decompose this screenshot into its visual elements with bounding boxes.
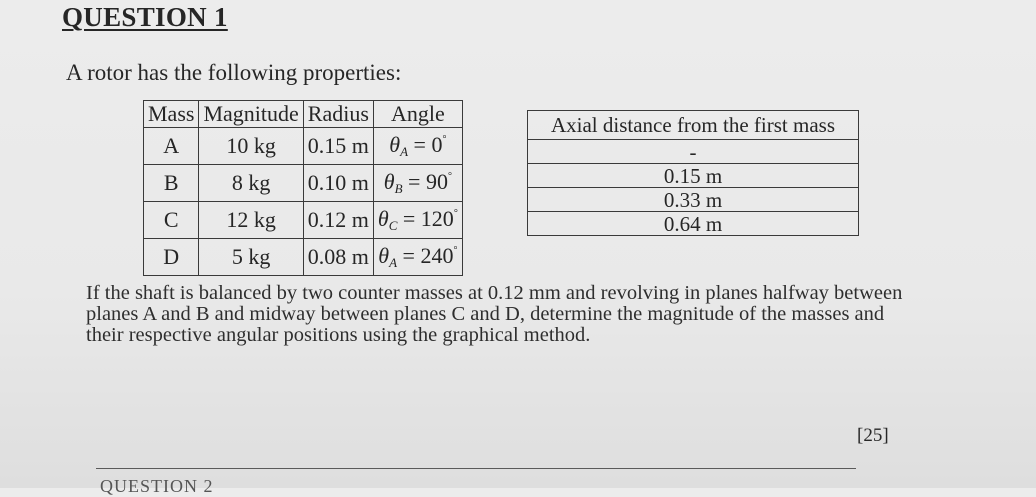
header-angle: Angle — [373, 101, 462, 128]
header-mass: Mass — [144, 101, 199, 128]
rotor-properties-table — [143, 100, 463, 276]
table-row — [528, 188, 859, 212]
next-question-heading: QUESTION 2 — [100, 476, 214, 496]
cell-mass: A — [144, 128, 199, 165]
cell-axial: - — [528, 140, 859, 164]
cell-mass: D — [144, 239, 199, 276]
intro-text: A rotor has the following properties: — [66, 60, 402, 85]
table-row — [528, 140, 859, 164]
table-row — [144, 128, 463, 165]
divider-line — [96, 468, 856, 469]
cell-axial: 0.33 m — [528, 188, 859, 212]
cell-angle: $\theta_C = 120^\circ$ — [373, 202, 462, 239]
table-row — [528, 164, 859, 188]
cell-angle: $\theta_A = 0^\circ$ — [373, 128, 462, 165]
problem-statement: If the shaft is balanced by two counter masses at 0.12 mm and revolving in planes halfway between planes A and B and midway between planes C and D, determine the magnitude of the masses and their respective angular positions using the graphical method. — [86, 282, 903, 346]
cell-magnitude: 5 kg — [199, 239, 303, 276]
table-row — [144, 239, 463, 276]
marks-label: [25] — [857, 425, 889, 446]
header-radius: Radius — [303, 101, 373, 128]
cell-mass: B — [144, 165, 199, 202]
cell-angle: $\theta_B = 90^\circ$ — [373, 165, 462, 202]
question-heading: QUESTION 1 — [62, 2, 228, 32]
cell-radius: 0.12 m — [303, 202, 373, 239]
cell-mass: C — [144, 202, 199, 239]
table-row — [144, 165, 463, 202]
table-row — [528, 212, 859, 236]
table-header-row — [528, 111, 859, 140]
cell-magnitude: 10 kg — [199, 128, 303, 165]
cell-radius: 0.10 m — [303, 165, 373, 202]
cell-magnitude: 12 kg — [199, 202, 303, 239]
cell-radius: 0.08 m — [303, 239, 373, 276]
axial-distance-table — [527, 110, 859, 236]
header-magnitude: Magnitude — [199, 101, 303, 128]
table-header-row — [144, 101, 463, 128]
cell-radius: 0.15 m — [303, 128, 373, 165]
table-row — [144, 202, 463, 239]
cell-axial: 0.64 m — [528, 212, 859, 236]
cell-axial: 0.15 m — [528, 164, 859, 188]
cell-angle: $\theta_A = 240^\circ$ — [373, 239, 462, 276]
header-axial-distance: Axial distance from the first mass — [528, 111, 859, 140]
cell-magnitude: 8 kg — [199, 165, 303, 202]
